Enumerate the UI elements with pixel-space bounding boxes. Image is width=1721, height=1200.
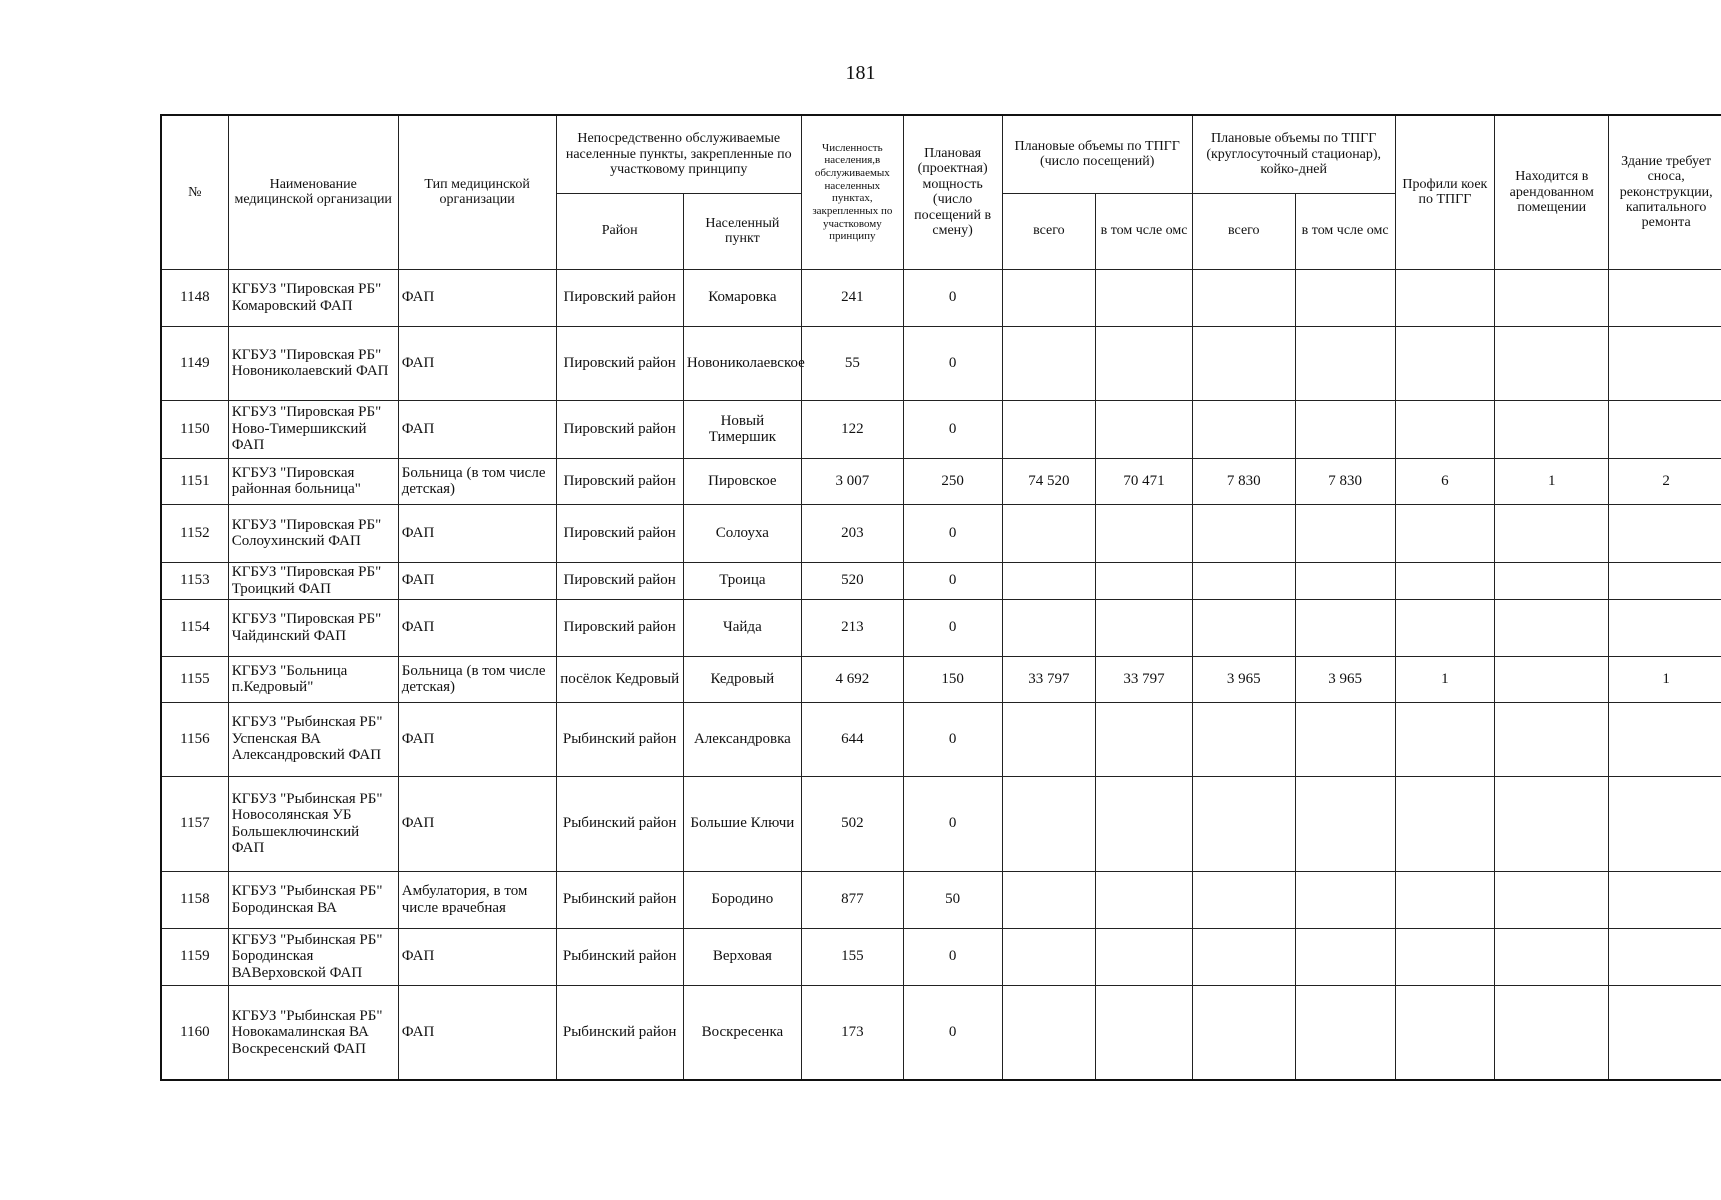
cell-no: 1158 bbox=[161, 871, 228, 928]
cell-visits-oms bbox=[1096, 871, 1193, 928]
cell-needs-repair bbox=[1609, 871, 1721, 928]
cell-beds-total bbox=[1192, 504, 1295, 562]
header-settlement: Населенный пункт bbox=[683, 193, 801, 269]
cell-bed-profiles bbox=[1395, 326, 1495, 400]
cell-district: Пировский район bbox=[556, 269, 683, 326]
cell-rented bbox=[1495, 776, 1609, 871]
cell-beds-total bbox=[1192, 928, 1295, 985]
cell-district: Рыбинский район bbox=[556, 928, 683, 985]
page-number: 181 bbox=[845, 62, 876, 84]
cell-beds-total bbox=[1192, 326, 1295, 400]
cell-population: 203 bbox=[801, 504, 903, 562]
cell-bed-profiles: 6 bbox=[1395, 458, 1495, 504]
cell-bed-profiles bbox=[1395, 928, 1495, 985]
cell-no: 1151 bbox=[161, 458, 228, 504]
table-row bbox=[161, 871, 1721, 928]
cell-visits-total bbox=[1002, 326, 1096, 400]
header-bed-profiles: Профили коек по ТПГГ bbox=[1395, 115, 1495, 269]
cell-visits-total: 33 797 bbox=[1002, 656, 1096, 702]
cell-population: 155 bbox=[801, 928, 903, 985]
cell-district: Пировский район bbox=[556, 400, 683, 458]
cell-district: Пировский район bbox=[556, 326, 683, 400]
header-population: Численность населения,в обслуживаемых населенных пунктах, закрепленных по участковому принципу bbox=[801, 115, 903, 269]
cell-visits-oms bbox=[1096, 504, 1193, 562]
cell-population: 877 bbox=[801, 871, 903, 928]
header-org-name: Наименование медицинской организации bbox=[228, 115, 398, 269]
cell-visits-oms bbox=[1096, 269, 1193, 326]
cell-visits-oms: 70 471 bbox=[1096, 458, 1193, 504]
cell-population: 122 bbox=[801, 400, 903, 458]
header-beds-oms: в том чсле омс bbox=[1295, 193, 1395, 269]
cell-population: 520 bbox=[801, 562, 903, 599]
cell-capacity: 0 bbox=[903, 400, 1002, 458]
cell-rented bbox=[1495, 928, 1609, 985]
header-volume-inpatient: Плановые объемы по ТПГГ (круглосуточный стационар), койко-дней bbox=[1192, 115, 1395, 193]
medical-organizations-table bbox=[160, 114, 1721, 1081]
cell-settlement: Большие Ключи bbox=[683, 776, 801, 871]
cell-settlement: Комаровка bbox=[683, 269, 801, 326]
cell-bed-profiles bbox=[1395, 504, 1495, 562]
cell-rented bbox=[1495, 599, 1609, 656]
cell-visits-total: 74 520 bbox=[1002, 458, 1096, 504]
cell-settlement: Верховая bbox=[683, 928, 801, 985]
cell-population: 213 bbox=[801, 599, 903, 656]
cell-visits-oms: 33 797 bbox=[1096, 656, 1193, 702]
cell-org-type: ФАП bbox=[398, 599, 556, 656]
cell-org-name: КГБУЗ "Рыбинская РБ" Бородинская ВАВерховской ФАП bbox=[228, 928, 398, 985]
cell-bed-profiles bbox=[1395, 985, 1495, 1080]
cell-visits-oms bbox=[1096, 776, 1193, 871]
cell-needs-repair bbox=[1609, 985, 1721, 1080]
cell-district: Рыбинский район bbox=[556, 985, 683, 1080]
cell-capacity: 250 bbox=[903, 458, 1002, 504]
cell-visits-oms bbox=[1096, 400, 1193, 458]
cell-org-type: ФАП bbox=[398, 702, 556, 776]
cell-beds-oms bbox=[1295, 928, 1395, 985]
cell-bed-profiles bbox=[1395, 269, 1495, 326]
cell-org-type: ФАП bbox=[398, 269, 556, 326]
cell-beds-oms bbox=[1295, 776, 1395, 871]
cell-beds-oms bbox=[1295, 702, 1395, 776]
cell-beds-total bbox=[1192, 776, 1295, 871]
header-no: № bbox=[161, 115, 228, 269]
cell-org-type: ФАП bbox=[398, 776, 556, 871]
cell-bed-profiles bbox=[1395, 871, 1495, 928]
cell-visits-total bbox=[1002, 776, 1096, 871]
cell-needs-repair bbox=[1609, 702, 1721, 776]
cell-settlement: Чайда bbox=[683, 599, 801, 656]
cell-district: посёлок Кедровый bbox=[556, 656, 683, 702]
cell-no: 1152 bbox=[161, 504, 228, 562]
cell-district: Пировский район bbox=[556, 599, 683, 656]
cell-needs-repair: 1 bbox=[1609, 656, 1721, 702]
cell-settlement: Бородино bbox=[683, 871, 801, 928]
table-row bbox=[161, 400, 1721, 458]
cell-no: 1155 bbox=[161, 656, 228, 702]
cell-visits-total bbox=[1002, 871, 1096, 928]
cell-rented bbox=[1495, 504, 1609, 562]
header-district: Район bbox=[556, 193, 683, 269]
cell-org-name: КГБУЗ "Рыбинская РБ" Успенская ВА Александровский ФАП bbox=[228, 702, 398, 776]
cell-district: Пировский район bbox=[556, 504, 683, 562]
header-org-type: Тип медицинской организации bbox=[398, 115, 556, 269]
cell-org-name: КГБУЗ "Больница п.Кедровый" bbox=[228, 656, 398, 702]
cell-bed-profiles bbox=[1395, 400, 1495, 458]
cell-needs-repair bbox=[1609, 599, 1721, 656]
cell-bed-profiles bbox=[1395, 702, 1495, 776]
cell-beds-oms bbox=[1295, 985, 1395, 1080]
cell-capacity: 0 bbox=[903, 928, 1002, 985]
cell-visits-oms bbox=[1096, 562, 1193, 599]
cell-rented bbox=[1495, 985, 1609, 1080]
cell-beds-oms bbox=[1295, 871, 1395, 928]
cell-population: 55 bbox=[801, 326, 903, 400]
cell-no: 1148 bbox=[161, 269, 228, 326]
cell-beds-total bbox=[1192, 599, 1295, 656]
header-visits-total: всего bbox=[1002, 193, 1096, 269]
cell-bed-profiles bbox=[1395, 562, 1495, 599]
cell-org-type: Амбулатория, в том числе врачебная bbox=[398, 871, 556, 928]
cell-no: 1156 bbox=[161, 702, 228, 776]
cell-visits-oms bbox=[1096, 326, 1193, 400]
header-capacity: Плановая (проектная) мощность (число посещений в смену) bbox=[903, 115, 1002, 269]
cell-beds-oms bbox=[1295, 599, 1395, 656]
cell-population: 4 692 bbox=[801, 656, 903, 702]
cell-bed-profiles bbox=[1395, 599, 1495, 656]
table-row bbox=[161, 928, 1721, 985]
cell-population: 502 bbox=[801, 776, 903, 871]
cell-rented bbox=[1495, 269, 1609, 326]
header-rented: Находится в арендованном помещении bbox=[1495, 115, 1609, 269]
cell-district: Рыбинский район bbox=[556, 776, 683, 871]
cell-visits-total bbox=[1002, 928, 1096, 985]
cell-district: Пировский район bbox=[556, 562, 683, 599]
cell-needs-repair bbox=[1609, 776, 1721, 871]
cell-capacity: 0 bbox=[903, 776, 1002, 871]
cell-beds-total bbox=[1192, 400, 1295, 458]
cell-bed-profiles: 1 bbox=[1395, 656, 1495, 702]
cell-org-type: ФАП bbox=[398, 400, 556, 458]
cell-district: Пировский район bbox=[556, 458, 683, 504]
header-visits-oms: в том чсле омс bbox=[1096, 193, 1193, 269]
cell-rented: 1 bbox=[1495, 458, 1609, 504]
table-row bbox=[161, 599, 1721, 656]
cell-no: 1159 bbox=[161, 928, 228, 985]
cell-visits-total bbox=[1002, 504, 1096, 562]
cell-rented bbox=[1495, 562, 1609, 599]
cell-rented bbox=[1495, 871, 1609, 928]
cell-org-name: КГБУЗ "Пировская РБ" Чайдинский ФАП bbox=[228, 599, 398, 656]
cell-visits-oms bbox=[1096, 928, 1193, 985]
cell-org-type: ФАП bbox=[398, 928, 556, 985]
cell-settlement: Солоуха bbox=[683, 504, 801, 562]
header-served-points: Непосредственно обслуживаемые населенные пункты, закрепленные по участковому принципу bbox=[556, 115, 801, 193]
cell-beds-oms bbox=[1295, 400, 1395, 458]
cell-visits-total bbox=[1002, 599, 1096, 656]
header-beds-total: всего bbox=[1192, 193, 1295, 269]
cell-capacity: 50 bbox=[903, 871, 1002, 928]
table-body bbox=[161, 269, 1721, 1080]
cell-capacity: 150 bbox=[903, 656, 1002, 702]
cell-settlement: Александровка bbox=[683, 702, 801, 776]
cell-visits-oms bbox=[1096, 985, 1193, 1080]
cell-rented bbox=[1495, 656, 1609, 702]
cell-beds-total bbox=[1192, 871, 1295, 928]
cell-beds-total bbox=[1192, 702, 1295, 776]
cell-org-type: Больница (в том числе детская) bbox=[398, 458, 556, 504]
cell-no: 1157 bbox=[161, 776, 228, 871]
cell-no: 1150 bbox=[161, 400, 228, 458]
cell-org-type: ФАП bbox=[398, 562, 556, 599]
cell-visits-oms bbox=[1096, 702, 1193, 776]
cell-district: Рыбинский район bbox=[556, 702, 683, 776]
cell-no: 1160 bbox=[161, 985, 228, 1080]
cell-beds-total bbox=[1192, 562, 1295, 599]
cell-org-name: КГБУЗ "Пировская районная больница" bbox=[228, 458, 398, 504]
cell-district: Рыбинский район bbox=[556, 871, 683, 928]
cell-settlement: Воскресенка bbox=[683, 985, 801, 1080]
cell-capacity: 0 bbox=[903, 562, 1002, 599]
cell-org-type: ФАП bbox=[398, 326, 556, 400]
table-row bbox=[161, 269, 1721, 326]
cell-beds-total bbox=[1192, 985, 1295, 1080]
cell-beds-oms bbox=[1295, 504, 1395, 562]
cell-settlement: Новониколаевское bbox=[683, 326, 801, 400]
cell-org-name: КГБУЗ "Пировская РБ" Солоухинский ФАП bbox=[228, 504, 398, 562]
cell-beds-total: 3 965 bbox=[1192, 656, 1295, 702]
cell-settlement: Кедровый bbox=[683, 656, 801, 702]
cell-visits-total bbox=[1002, 985, 1096, 1080]
cell-org-name: КГБУЗ "Пировская РБ" Троицкий ФАП bbox=[228, 562, 398, 599]
table-row bbox=[161, 326, 1721, 400]
cell-no: 1154 bbox=[161, 599, 228, 656]
cell-needs-repair bbox=[1609, 504, 1721, 562]
cell-population: 3 007 bbox=[801, 458, 903, 504]
cell-capacity: 0 bbox=[903, 702, 1002, 776]
cell-beds-total: 7 830 bbox=[1192, 458, 1295, 504]
cell-beds-total bbox=[1192, 269, 1295, 326]
table-row bbox=[161, 562, 1721, 599]
cell-needs-repair: 2 bbox=[1609, 458, 1721, 504]
cell-needs-repair bbox=[1609, 562, 1721, 599]
cell-needs-repair bbox=[1609, 326, 1721, 400]
cell-rented bbox=[1495, 400, 1609, 458]
cell-visits-total bbox=[1002, 562, 1096, 599]
cell-beds-oms: 7 830 bbox=[1295, 458, 1395, 504]
cell-org-name: КГБУЗ "Пировская РБ" Новониколаевский ФАП bbox=[228, 326, 398, 400]
table-row bbox=[161, 458, 1721, 504]
header-needs-repair: Здание требует сноса, реконструкции, капитального ремонта bbox=[1609, 115, 1721, 269]
cell-org-name: КГБУЗ "Пировская РБ" Ново-Тимершикский ФАП bbox=[228, 400, 398, 458]
cell-beds-oms bbox=[1295, 326, 1395, 400]
cell-org-name: КГБУЗ "Пировская РБ" Комаровский ФАП bbox=[228, 269, 398, 326]
cell-settlement: Троица bbox=[683, 562, 801, 599]
cell-rented bbox=[1495, 702, 1609, 776]
cell-visits-total bbox=[1002, 702, 1096, 776]
cell-beds-oms bbox=[1295, 562, 1395, 599]
cell-capacity: 0 bbox=[903, 504, 1002, 562]
cell-beds-oms: 3 965 bbox=[1295, 656, 1395, 702]
table-row bbox=[161, 504, 1721, 562]
cell-org-name: КГБУЗ "Рыбинская РБ" Бородинская ВА bbox=[228, 871, 398, 928]
cell-no: 1149 bbox=[161, 326, 228, 400]
cell-org-type: Больница (в том числе детская) bbox=[398, 656, 556, 702]
cell-population: 644 bbox=[801, 702, 903, 776]
header-volume-visits: Плановые объемы по ТПГГ (число посещений) bbox=[1002, 115, 1192, 193]
cell-needs-repair bbox=[1609, 400, 1721, 458]
cell-settlement: Пировское bbox=[683, 458, 801, 504]
cell-bed-profiles bbox=[1395, 776, 1495, 871]
cell-beds-oms bbox=[1295, 269, 1395, 326]
cell-org-type: ФАП bbox=[398, 985, 556, 1080]
cell-visits-total bbox=[1002, 400, 1096, 458]
cell-org-name: КГБУЗ "Рыбинская РБ" Новосолянская УБ Большеключинский ФАП bbox=[228, 776, 398, 871]
table-row bbox=[161, 985, 1721, 1080]
cell-no: 1153 bbox=[161, 562, 228, 599]
table-row bbox=[161, 702, 1721, 776]
cell-capacity: 0 bbox=[903, 599, 1002, 656]
cell-settlement: Новый Тимершик bbox=[683, 400, 801, 458]
cell-capacity: 0 bbox=[903, 326, 1002, 400]
cell-population: 173 bbox=[801, 985, 903, 1080]
cell-org-name: КГБУЗ "Рыбинская РБ" Новокамалинская ВА Воскресенский ФАП bbox=[228, 985, 398, 1080]
cell-needs-repair bbox=[1609, 269, 1721, 326]
cell-population: 241 bbox=[801, 269, 903, 326]
cell-visits-total bbox=[1002, 269, 1096, 326]
cell-capacity: 0 bbox=[903, 269, 1002, 326]
cell-rented bbox=[1495, 326, 1609, 400]
cell-org-type: ФАП bbox=[398, 504, 556, 562]
table-row bbox=[161, 776, 1721, 871]
cell-needs-repair bbox=[1609, 928, 1721, 985]
cell-visits-oms bbox=[1096, 599, 1193, 656]
table-row bbox=[161, 656, 1721, 702]
cell-capacity: 0 bbox=[903, 985, 1002, 1080]
